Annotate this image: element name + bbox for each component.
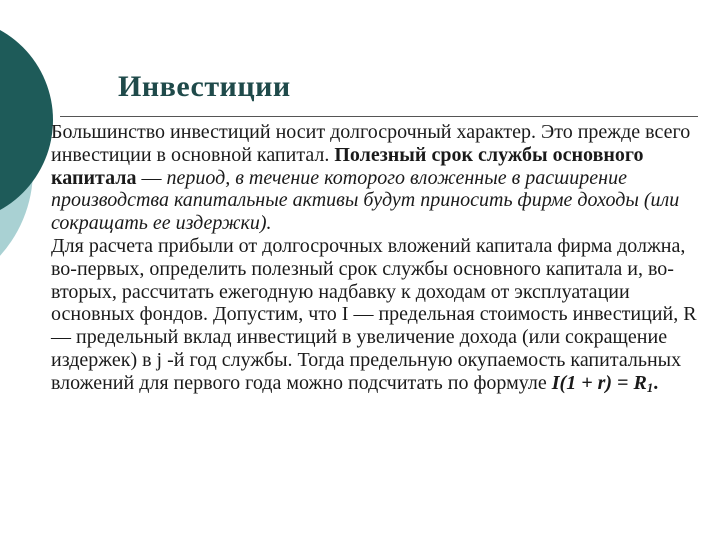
paragraph-1-end: . bbox=[266, 212, 272, 235]
title-divider bbox=[60, 116, 698, 117]
paragraph-1 bbox=[51, 121, 706, 235]
slide-body bbox=[51, 121, 706, 400]
formula: I(1 + r) = R bbox=[551, 371, 647, 394]
formula-subscript: 1 bbox=[646, 379, 654, 395]
paragraph-2 bbox=[51, 235, 706, 400]
paragraph-2-text: Для расчета прибыли от долгосрочных вложений капитала фирма должна, во-первых, определить полезный срок службы основного капитала и, во-вторых, рассчитать ежегодную надбавку к доходам от эксплуатации основных фондов. Допустим, что I — предельная стоимость инвестиций, R — предельный вклад инвестиций в увеличение дохода (или сокращение издержек) в j -й год службы. Тогда предельную окупаемость капитальных вложений для первого года можно подсчитать по формуле bbox=[51, 234, 697, 394]
term-definition: период, в течение которого вложенные в расширение производства капитальные активы будут приносить фирме доходы (или сокращать ее издержки) bbox=[51, 166, 680, 235]
paragraph-1-intro: Большинство инвестиций носит долгосрочный характер. Это прежде всего инвестиции в основной капитал. bbox=[51, 121, 691, 166]
slide-title: Инвестиции bbox=[118, 70, 291, 103]
paragraph-2-end: . bbox=[653, 371, 659, 394]
term-dash: — bbox=[136, 166, 167, 189]
term-useful-life: Полезный срок службы основного капитала bbox=[51, 143, 644, 189]
